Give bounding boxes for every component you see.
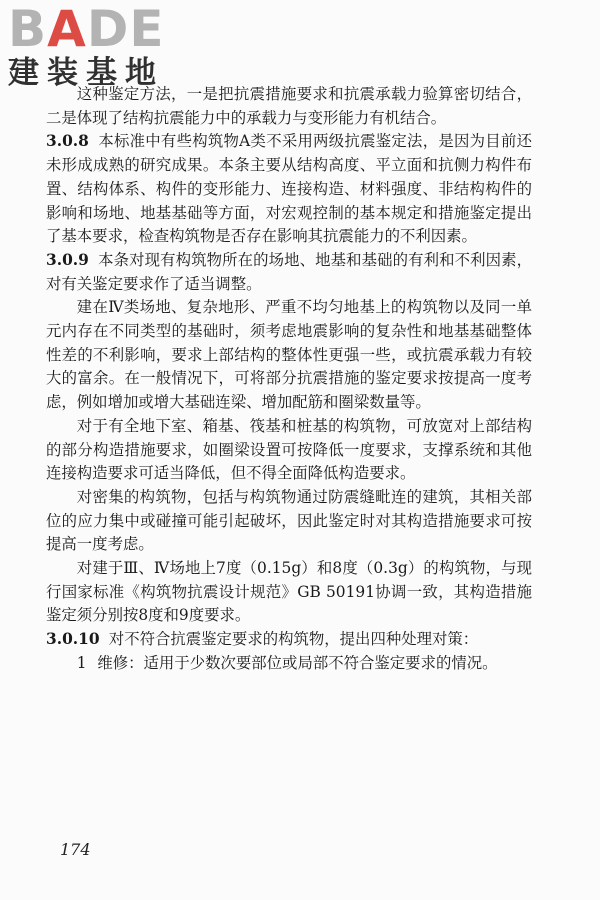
logo-letter-b: B [8,0,48,58]
body-text [46,83,532,676]
paragraph-text: 对密集的构筑物，包括与构筑物通过防震缝毗连的建筑，其相关部位的应力集中或碰撞可能引起破坏，因此鉴定时对其构造措施要求可按提高一度考虑。 [46,487,532,554]
item-number: 1 [76,653,87,672]
paragraph [46,415,532,486]
bade-logo [8,0,173,94]
list-item [46,652,532,676]
paragraph [46,486,532,557]
clause-3-0-9 [46,249,532,296]
paragraph-text: 对不符合抗震鉴定要求的构筑物，提出四种处理对策： [108,630,479,649]
section-number: 3.0.8 [46,132,89,151]
page-number: 174 [60,840,91,859]
paragraph [46,83,532,130]
paragraph-text: 本条对现有构筑物所在的场地、地基和基础的有利和不利因素，对有关鉴定要求作了适当调整。 [46,250,532,293]
paragraph-text: 对建于Ⅲ、Ⅳ场地上7度（0.15g）和8度（0.3g）的构筑物，与现行国家标准《构筑物抗震设计规范》GB 50191协调一致，其构造措施鉴定须分别按8度和9度要求。 [46,559,532,625]
paragraph-text: 这种鉴定方法，一是把抗震措施要求和抗震承载力验算密切结合，二是体现了结构抗震能力中的承载力与变形能力有机结合。 [46,85,532,127]
section-number: 3.0.9 [46,250,89,269]
section-number: 3.0.10 [46,630,100,649]
paragraph-text: 维修：适用于少数次要部位或局部不符合鉴定要求的情况。 [97,653,498,672]
clause-3-0-8 [46,130,532,249]
logo-subtitle: 建装基地 [8,55,164,91]
paragraph [46,296,532,415]
paragraph-text: 对于有全地下室、箱基、筏基和桩基的构筑物，可放宽对上部结构的部分构造措施要求，如圈梁设置可按降低一度要求，支撑系统和其他连接构造要求可适当降低，但不得全面降低构造要求。 [46,416,532,483]
paragraph-text: 建在Ⅳ类场地、复杂地形、严重不均匀地基上的构筑物以及同一单元内存在不同类型的基础时，须考虑地震影响的复杂性和地基基础整体性差的不利影响，要求上部结构的整体性更强一些，或抗震承载力有较大的富余。在一般情况下，可将部分抗震措施的鉴定要求按提高一度考虑，例如增加或增大基础连梁、增加配筋和圈梁数量等。 [46,298,532,412]
logo-letter-a: A [47,0,87,58]
paragraph-text: 本标准中有些构筑物A类不采用两级抗震鉴定法，是因为目前还未形成成熟的研究成果。本条主要从结构高度、平立面和抗侧力构件布置、结构体系、构件的变形能力、连接构造、材料强度、非结构构件的影响和场地、地基基础等方面，对宏观控制的基本规定和措施鉴定提出了基本要求，检查构筑物是否存在影响其抗震能力的不利因素。 [46,132,532,246]
logo-letters-de: DE [86,0,165,58]
paragraph [46,557,532,628]
clause-3-0-10 [46,628,532,652]
logo-wordmark [8,0,173,58]
